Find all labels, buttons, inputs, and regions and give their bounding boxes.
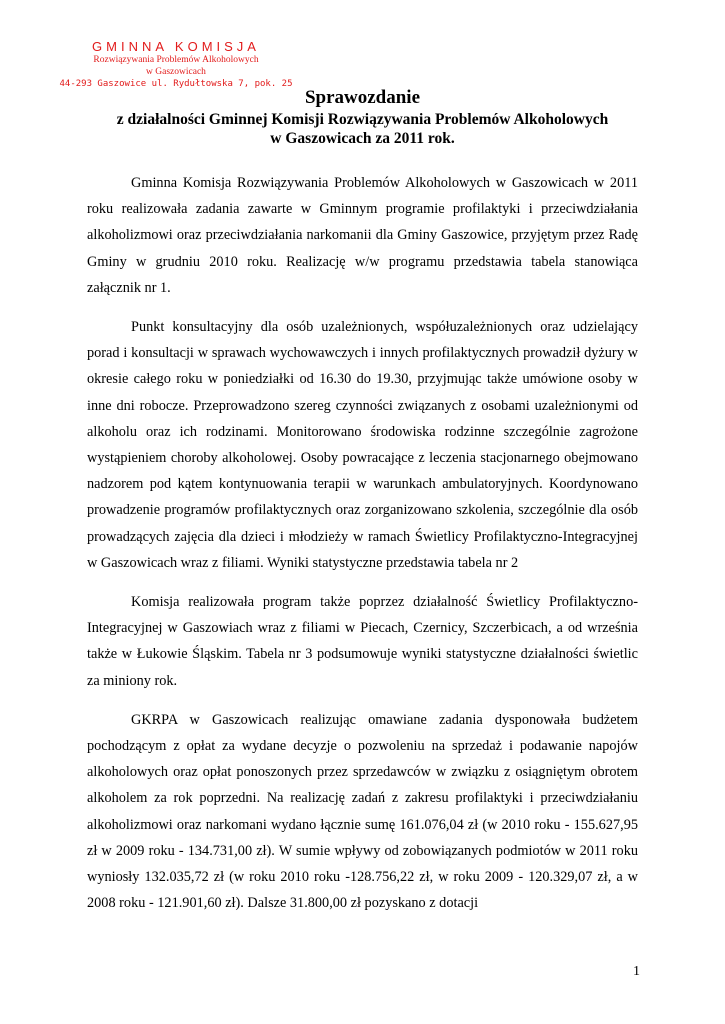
page-number: 1 — [633, 964, 640, 979]
stamp-line-2: w Gaszowicach — [146, 67, 206, 77]
paragraph-3: Komisja realizowała program także poprzez działalność Świetlicy Profilaktyczno-Integracyjnej w Gaszowiach wraz z filiami w Piecach, Czernicy, Szczerbicach, a od września także w Łukowie Śląskim. Tabela nr 3 podsumowuje wyniki statystyczne działalności świetlic za miniony rok. — [87, 594, 638, 689]
stamp-line-1: Rozwiązywania Problemów Alkoholowych — [93, 55, 259, 65]
stamp-title: GMINNA KOMISJA — [92, 39, 260, 54]
report-body — [87, 170, 638, 929]
subtitle-line-2: w Gaszowicach za 2011 rok. — [270, 130, 455, 147]
stamp-address: 44-293 Gaszowice ul. Rydułtowska 7, pok. 25 — [59, 79, 293, 89]
paragraph-2: Punkt konsultacyjny dla osób uzależnionych, współuzależnionych oraz udzielający porad i konsultacji w sprawach wychowawczych i innych profilaktycznych prowadził dyżury w okresie całego roku w poniedziałki od 16.30 do 19.30, przyjmując także umówione osoby w inne dni robocze. Przeprowadzono szereg czynności związanych z osobami uzależnionymi od alkoholu oraz ich rodzinami. Monitorowano środowiska rodzinne szczególnie zagrożone wystąpieniem choroby alkoholowej. Osoby powracające z leczenia stacjonarnego obejmowano nadzorem pod kątem kontynuowania terapii w warunkach ambulatoryjnych. Koordynowano prowadzenie programów profilaktycznych oraz zorganizowano szkolenia, szczególnie dla osób prowadzących zajęcia dla dzieci i młodzieży w ramach Świetlicy Profilaktyczno-Integracyjnej w Gaszowicach wraz z filiami. Wyniki statystyczne przedstawia tabela nr 2 — [87, 319, 638, 571]
document-title: Sprawozdanie — [304, 87, 421, 108]
subtitle-line-1: z działalności Gminnej Komisji Rozwiązywania Problemów Alkoholowych — [116, 111, 609, 128]
document-subtitle — [80, 110, 645, 148]
paragraph-4: GKRPA w Gaszowicach realizując omawiane zadania dysponowała budżetem pochodzącym z opłat za wydane decyzje o pozwoleniu na sprzedaż i podawanie napojów alkoholowych oraz opłat ponoszonych przez sprzedawców w związku z osiągniętym obrotem alkoholem za rok poprzedni. Na realizację zadań z zakresu profilaktyki i przeciwdziałaniu alkoholizmowi oraz narkomani wydano łącznie sumę 161.076,04 zł (w 2010 roku - 155.627,95 zł w 2009 roku - 134.731,00 zł). W sumie wpływy od zobowiązanych podmiotów w 2011 roku wyniosły 132.035,72 zł (w roku 2010 roku -128.756,22 zł, w roku 2009 - 120.329,07 zł, a w 2008 roku - 121.901,60 zł). Dalsze 31.800,00 zł pozyskano z dotacji — [87, 711, 638, 912]
paragraph-1: Gminna Komisja Rozwiązywania Problemów Alkoholowych w Gaszowicach w 2011 roku realizowała zadania zawarte w Gminnym programie profilaktyki i przeciwdziałania alkoholizmowi oraz przeciwdziałania narkomanii dla Gminy Gaszowice, przyjętym przez Radę Gminy w grudniu 2010 roku. Realizację w/w programu przedstawia tabela stanowiąca załącznik nr 1. — [87, 175, 638, 296]
commission-stamp — [58, 40, 294, 90]
